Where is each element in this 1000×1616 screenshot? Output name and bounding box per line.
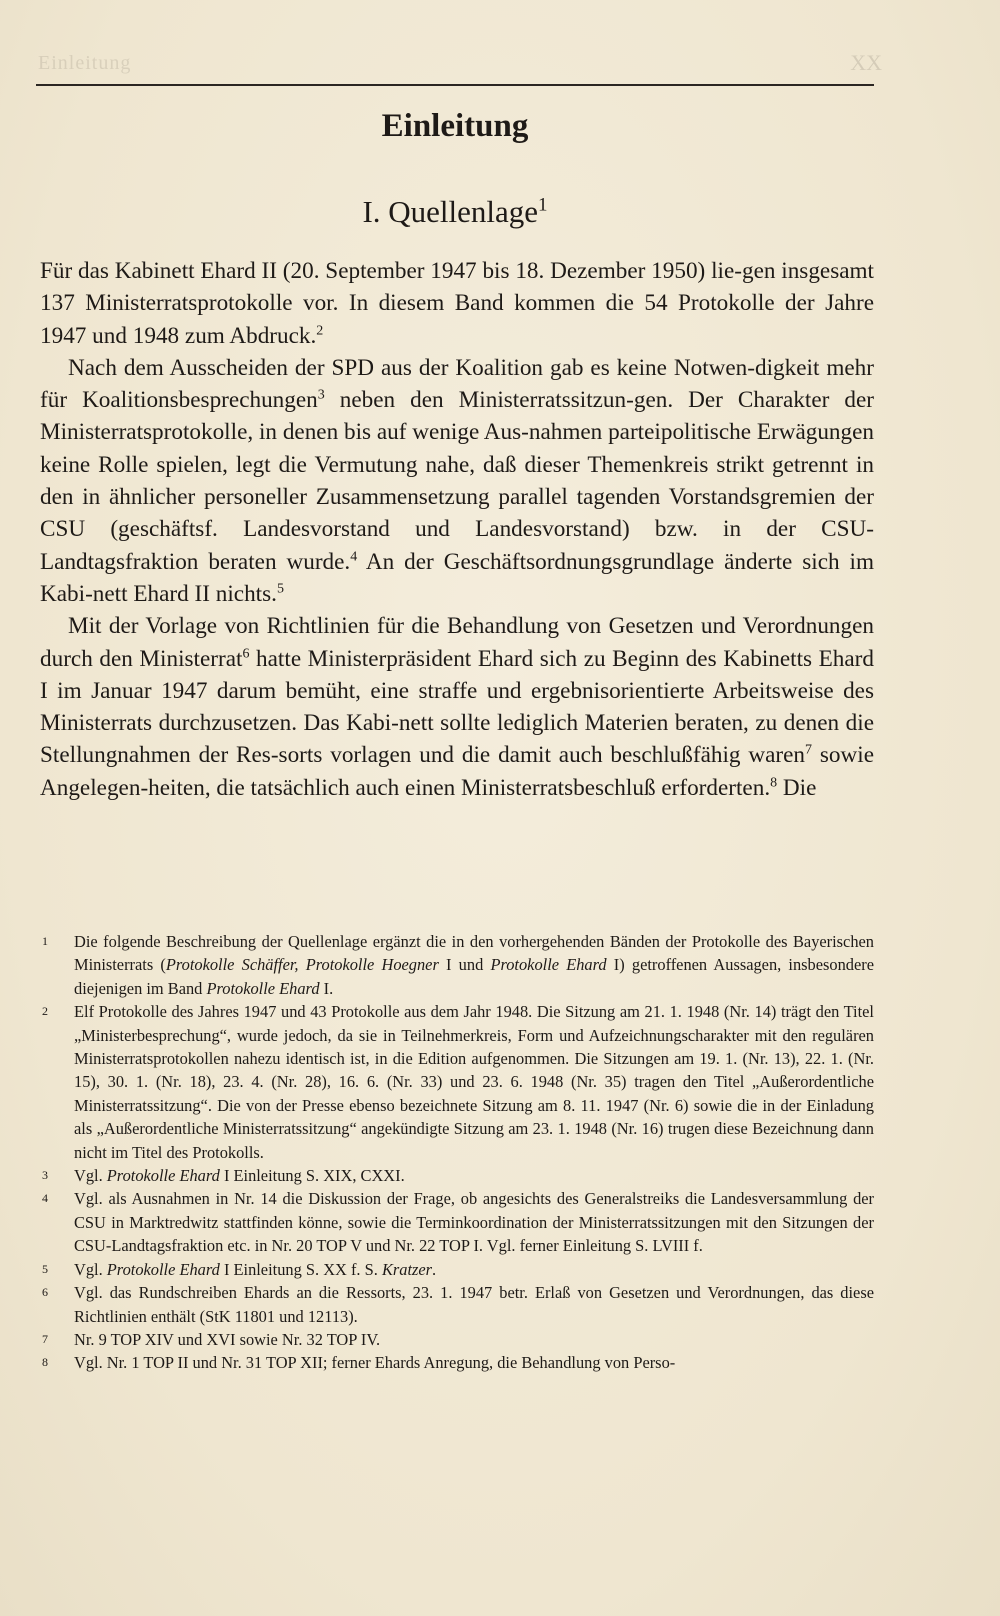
paragraph-text: Die: [777, 774, 817, 801]
page-title: Einleitung: [381, 108, 529, 144]
footnote-text: [74, 1000, 874, 1164]
footnote-text-run: I) getroffenen Aussagen, insbesondere diejenigen im Band: [74, 955, 874, 998]
footnote-number: 7: [42, 1331, 48, 1346]
footnote: [40, 1281, 874, 1328]
footnote-ref: 5: [276, 581, 284, 597]
footnote-text-run: I Einleitung S. XX f. S.: [219, 1259, 382, 1279]
footnote-text-run: I Einleitung S. XIX, CXXI.: [219, 1166, 405, 1186]
footnote: [40, 1000, 874, 1164]
footnote-text-run: I.: [319, 978, 334, 998]
footnote: [40, 1258, 874, 1281]
footnote-text-run: Vgl. Nr. 1 TOP II und Nr. 31 TOP XII; ferner Ehards Anregung, die Behandlung von Perso-: [74, 1353, 676, 1373]
footnote-ref: 1: [538, 194, 548, 216]
footnote-ref: 7: [805, 742, 813, 758]
footnote-italic-run: Protokolle Schäffer, Protokolle Hoegner: [165, 955, 439, 975]
paragraph-text: neben den Ministerratssitzun-gen. Der Charakter der Ministerratsprotokolle, in denen bis auf wenige Aus-nahmen parteipolitische Erwägungen keine Rolle spielen, legt die Vermutung nahe, daß dieser Themenkreis strikt getrennt in den in ähnlicher personeller Zusammensetzung parallel tagenden Vorstandsgremien der CSU (geschäftsf. Landesvorstand und Landesvorstand) bzw. in der CSU-Landtagsfraktion beraten wurde.: [40, 387, 874, 575]
footnote-italic-run: Protokolle Ehard: [106, 1166, 220, 1186]
footnote: [40, 1164, 874, 1187]
footnote-text: [74, 1351, 874, 1374]
footnote-ref: 4: [350, 548, 358, 564]
footnote-text-run: I und: [438, 955, 491, 975]
footnote-ref: 8: [770, 775, 778, 791]
footnote-text: [74, 930, 874, 1000]
footnote-text-run: Nr. 9 TOP XIV und XVI sowie Nr. 32 TOP IV.: [74, 1329, 381, 1349]
paragraph-text: An der Geschäftsordnungsgrundlage änderte sich im Kabi-nett Ehard II nichts.: [40, 548, 874, 607]
footnote-number: 8: [42, 1355, 48, 1370]
footnote-text-run: Vgl. als Ausnahmen in Nr. 14 die Diskussion der Frage, ob angesichts des Generalstreiks die Landesversammlung der CSU in Marktredwitz stattfinden könne, sowie die Terminkoordination der Ministerratssitzungen mit den Sitzungen der CSU-Landtagsfraktion etc. in Nr. 20 TOP V und Nr. 22 TOP I. Vgl. ferner Einleitung S. LVIII f.: [74, 1189, 874, 1256]
paragraph-text: Mit der Vorlage von Richtlinien für die Behandlung von Gesetzen und Verordnungen durch den Ministerrat: [40, 613, 874, 672]
paragraph-text: Nach dem Ausscheiden der SPD aus der Koalition gab es keine Notwen-digkeit mehr für Koalitionsbesprechungen: [40, 354, 874, 414]
footnote-text-run: Vgl.: [74, 1166, 107, 1186]
footnote-text: [74, 1258, 874, 1281]
footnote-italic-run: Protokolle Ehard: [206, 978, 320, 998]
footnote-number: 2: [42, 1004, 48, 1019]
footnote-text: [74, 1281, 874, 1328]
body-text: [40, 255, 874, 804]
section-title-text: I. Quellenlage: [362, 194, 539, 229]
bleed-through-page-number: XX: [850, 50, 882, 75]
footnotes: [40, 930, 874, 1375]
footnote-number: 4: [42, 1191, 48, 1206]
footnote-text-run: .: [432, 1259, 437, 1279]
footnote: [40, 1351, 874, 1374]
footnote: [40, 1187, 874, 1257]
footnote-text: [74, 1164, 874, 1187]
footnote-text: [74, 1187, 874, 1257]
footnote-italic-run: Protokolle Ehard: [106, 1259, 220, 1279]
footnote: [40, 930, 874, 1000]
footnote-text: [74, 1328, 874, 1351]
footnote-italic-run: Kratzer: [381, 1259, 433, 1279]
footnote-text-run: Vgl. das Rundschreiben Ehards an die Ressorts, 23. 1. 1947 betr. Erlaß von Gesetzen und Verordnungen, das diese Richtlinien enthält (StK 11801 und 12113).: [74, 1283, 874, 1326]
paragraph-text: Für das Kabinett Ehard II (20. September 1947 bis 18. Dezember 1950) lie-gen insgesamt 137 Ministerratsprotokolle vor. In diesem Band kommen die 54 Protokolle der Jahre 1947 und 1948 zum Abdruck.: [40, 258, 874, 349]
paragraph: [40, 352, 874, 610]
paragraph-text: hatte Ministerpräsident Ehard sich zu Beginn des Kabinetts Ehard I im Januar 1947 darum bemüht, eine straffe und ergebnisorientierte Arbeitsweise des Ministerrats durchzusetzen. Das Kabi-nett sollte lediglich Materien beraten, zu denen die Stellungnahmen der Res-sorts vorlagen und die damit auch beschlußfähig waren: [40, 645, 875, 769]
footnote-text-run: Die folgende Beschreibung der Quellenlage ergänzt die in den vorhergehenden Bänden der Protokolle des Bayerischen Ministerrats (: [74, 932, 874, 975]
header-rule: [36, 84, 874, 86]
footnote-number: 6: [42, 1285, 48, 1300]
footnote-number: 5: [42, 1261, 48, 1276]
footnote-text-run: Elf Protokolle des Jahres 1947 und 43 Protokolle aus dem Jahr 1948. Die Sitzung am 21. 1. 1948 (Nr. 14) trägt den Titel „Ministerbesprechung“, wurde jedoch, da sie in Teilnehmerkreis, Form und Aufzeichnungscharakter mit den regulären Ministerratsprotokollen nahezu identisch ist, in die Edition aufgenommen. Die Sitzungen am 19. 1. (Nr. 13), 22. 1. (Nr. 15), 30. 1. (Nr. 18), 23. 4. (Nr. 28), 16. 6. (Nr. 33) und 23. 6. 1948 (Nr. 35) tragen den Titel „Außerordentliche Ministerratssitzung“. Die von der Presse ebenso bezeichnete Sitzung am 8. 11. 1947 (Nr. 6) sowie die in der Einladung als „Außerordentliche Ministerratssitzung“ angekündigte Sitzung am 23. 1. 1948 (Nr. 16) trugen diese Bezeichnung dann nicht im Titel des Protokolls.: [74, 1002, 874, 1162]
footnote-ref: 3: [317, 387, 325, 403]
paragraph: [40, 255, 874, 352]
footnote-ref: 6: [242, 645, 250, 661]
bleed-through-running-head: Einleitung: [38, 52, 132, 74]
paragraph: [40, 610, 874, 804]
footnote-italic-run: Protokolle Ehard: [490, 955, 607, 975]
footnote: [40, 1328, 874, 1351]
paragraph-text: sowie Angelegen-heiten, die tatsächlich auch einen Ministerratsbeschluß erforderten.: [40, 742, 874, 801]
footnote-number: 1: [42, 934, 48, 948]
section-title: [36, 194, 874, 230]
footnote-text-run: Vgl.: [74, 1259, 107, 1279]
footnote-ref: 2: [316, 322, 324, 338]
footnote-number: 3: [42, 1168, 48, 1183]
